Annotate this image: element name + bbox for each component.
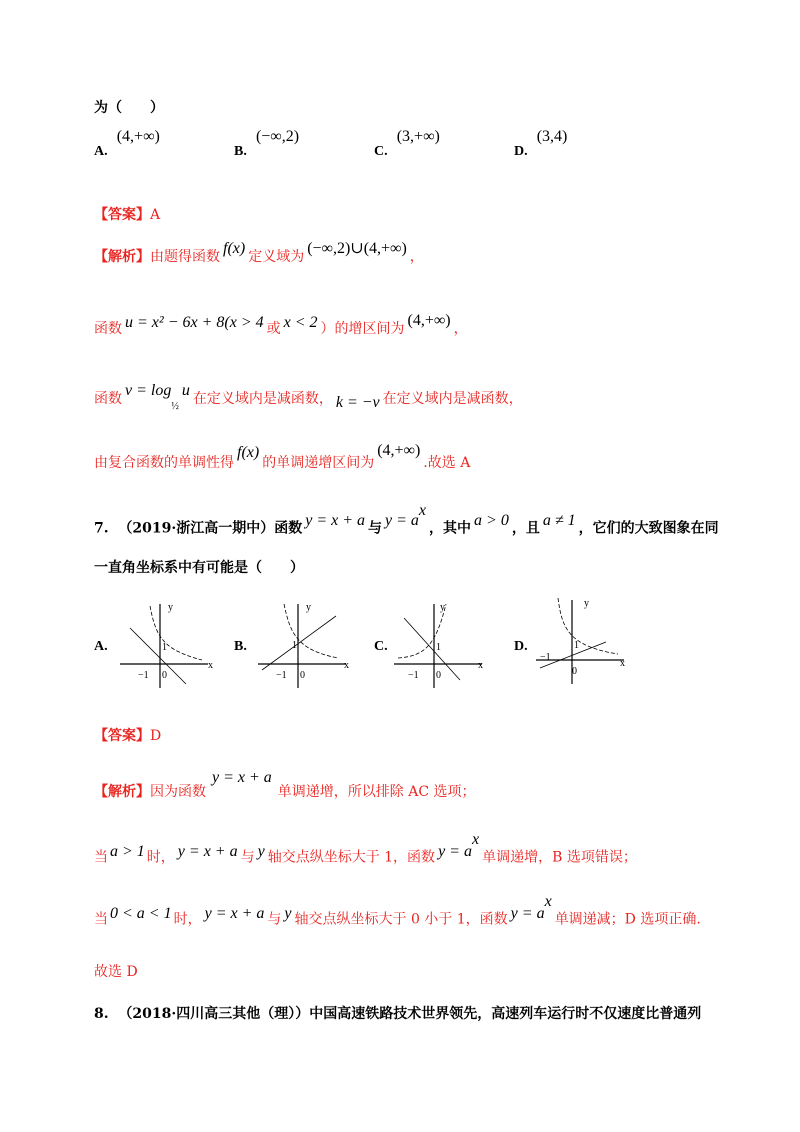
q6-option-b-value: (−∞,2) [255, 128, 300, 145]
q7-graph-d[interactable] [532, 594, 632, 689]
q7-analysis-line-3: 当 0 < a < 1 时， y = x + a 与 y 轴交点纵坐标大于 0 小于 1，函数 $y = a^x$单调递减；D 选项正确. [94, 893, 701, 928]
line-graph [262, 616, 336, 670]
q7-graph-a-letter[interactable]: A. [94, 639, 108, 654]
x-label: x [344, 660, 349, 671]
zero-label: 0 [300, 670, 305, 681]
q6-option-c-value: (3,+∞) [396, 128, 440, 145]
one-label: 1 [436, 642, 441, 653]
q7-answer: 【答案】D [94, 728, 162, 744]
q7-graph-d-letter[interactable]: D. [514, 639, 528, 654]
q7-stem-line-2: 一直角坐标系中有可能是（ ） [94, 560, 304, 576]
y-label: y [440, 602, 445, 613]
zero-label: 0 [572, 666, 577, 677]
one-label: 1 [292, 640, 297, 651]
q6-option-b[interactable]: B. (−∞,2) [234, 128, 300, 159]
neg1-label: −1 [138, 670, 149, 681]
exp-curve [150, 606, 202, 660]
q7-graph-c[interactable] [390, 598, 490, 693]
q6-analysis-line-4: 由复合函数的单调性得f(x)的单调递增区间为(4,+∞).故选 A [94, 442, 471, 471]
q7-graph-a[interactable] [116, 598, 216, 693]
y-label: y [168, 602, 173, 613]
q7-conclusion: 故选 D [94, 964, 138, 980]
q6-analysis-line-2: 函数 u = x² − 6x + 8(x > 4 或 x < 2 ）的增区间为 (4,+∞) ， [94, 312, 468, 337]
neg1-label: −1 [408, 670, 419, 681]
q6-option-c[interactable]: C. (3,+∞) [374, 128, 440, 159]
zero-label: 0 [436, 670, 441, 681]
one-label: 1 [574, 640, 579, 651]
zero-label: 0 [162, 670, 167, 681]
q7-graph-b[interactable] [254, 598, 354, 693]
q6-stem-tail: 为（ ） [94, 100, 164, 116]
x-label: x [208, 660, 213, 671]
q6-option-d[interactable]: D. (3,4) [514, 128, 568, 159]
y-label: y [584, 598, 589, 609]
q6-analysis-line-1: 【解析】由题得函数 f(x) 定义域为 (−∞,2)∪(4,+∞) ， [94, 240, 424, 265]
one-label: 1 [162, 642, 167, 653]
q6-option-a-value: (4,+∞) [116, 128, 160, 145]
q7-analysis-line-1: 【解析】因为函数y = x + a单调递增，所以排除 AC 选项； [94, 769, 476, 800]
neg1-label: −1 [540, 652, 551, 663]
neg1-label: −1 [276, 670, 287, 681]
y-label: y [306, 602, 311, 613]
q7-stem-line-1: 7. （2019·浙江高一期中）函数 y = x + a 与 $y = a^x$，其中 a > 0 ，且 a ≠ 1 ，它们的大致图象在同 [94, 502, 719, 537]
q8-stem-line-1: 8. （2018·四川高三其他（理））中国高速铁路技术世界领先，高速列车运行时不仅速度比普通列 [94, 1006, 702, 1022]
x-label: x [620, 658, 625, 669]
q6-option-a[interactable]: A. (4,+∞) [94, 128, 160, 159]
q6-analysis-line-3: 函数 $v = \log_{\frac{1}{2}}u$ 在定义域内是减函数， k = −v 在定义域内是减函数， [94, 382, 523, 412]
q7-graph-c-letter[interactable]: C. [374, 639, 388, 654]
x-label: x [478, 660, 483, 671]
q7-graph-b-letter[interactable]: B. [234, 639, 247, 654]
q6-answer: 【答案】A [94, 207, 161, 223]
q6-option-d-value: (3,4) [536, 128, 568, 145]
q7-analysis-line-2: 当 a > 1 时， y = x + a 与 y 轴交点纵坐标大于 1，函数 $y = a^x$单调递增，B 选项错误； [94, 831, 637, 866]
